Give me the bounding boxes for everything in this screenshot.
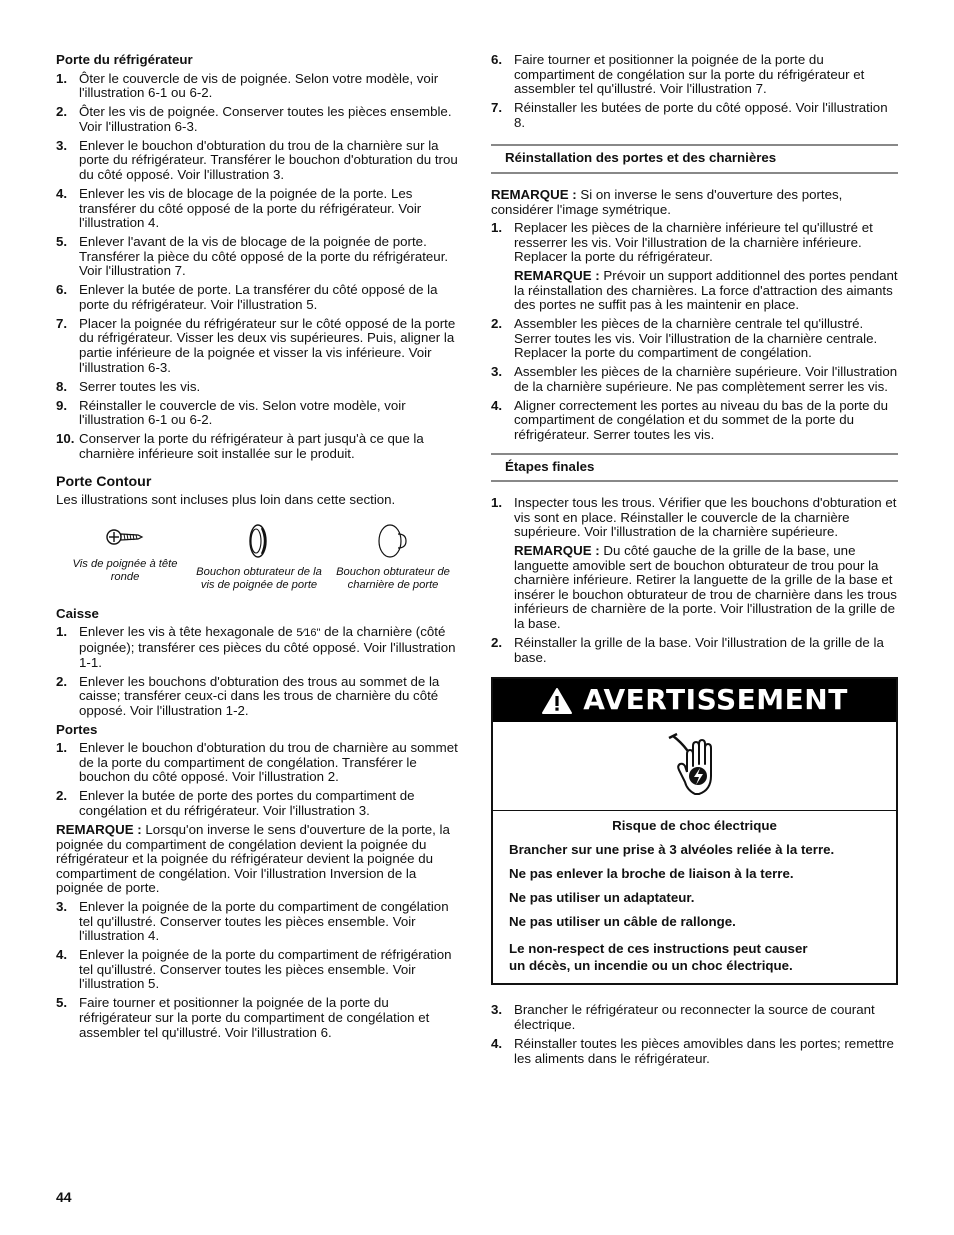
- illustration-handle-screw-plug: [192, 522, 326, 593]
- step-number: 3.: [56, 137, 68, 153]
- warning-line-1: Brancher sur une prise à 3 alvéoles reliée à la terre.: [509, 841, 835, 857]
- fraction: 5⁄16": [296, 627, 321, 640]
- reinstallation-step-1: [491, 221, 898, 313]
- final-steps: [491, 1003, 898, 1066]
- step-note: [514, 544, 898, 632]
- porte-refrigerateur-step-2: [56, 105, 462, 134]
- section-heading-reinstallation: Réinstallation des portes et des charnières: [491, 144, 898, 174]
- caisse-steps: [56, 625, 462, 718]
- step-number: 2.: [56, 673, 68, 689]
- porte-refrigerateur-step-9: [56, 399, 462, 428]
- porte-refrigerateur-step-4: [56, 187, 462, 231]
- warning-body: [493, 811, 896, 983]
- step-number: 4.: [56, 947, 68, 963]
- illustration-round-head-screw: [58, 522, 192, 593]
- porte-refrigerateur-step-10: [56, 432, 462, 461]
- electric-shock-hand-icon: [665, 732, 725, 802]
- warning-box: [491, 677, 898, 985]
- step-text: Assembler les pièces de la charnière centrale tel qu'illustré. Serrer toutes les vis. Voir l'illustration de la charnière centrale. Replacer la porte du compartiment de congélation.: [514, 316, 878, 361]
- note-label: REMARQUE :: [514, 543, 600, 558]
- step-number: 1.: [56, 624, 68, 640]
- step-note: [514, 269, 898, 313]
- remarque-text: Lorsqu'on inverse le sens d'ouverture de la porte, la poignée du compartiment de congélation devient la poignée du réfrigérateur et la poignée du réfrigérateur devient la poignée du compartiment de congélation. Voir l'illustration Inversion de la poignée de porte.: [56, 822, 450, 896]
- step-number: 6.: [491, 52, 503, 67]
- step-number: 9.: [56, 397, 68, 413]
- porte-refrigerateur-steps: [56, 72, 462, 462]
- step-number: 1.: [491, 220, 503, 236]
- caption-round-head-screw: Vis de poignée à tête ronde: [72, 557, 178, 584]
- warning-consequence-2: un décès, un incendie ou un choc électrique.: [509, 957, 793, 973]
- step-text: Placer la poignée du réfrigérateur sur le côté opposé de la porte du réfrigérateur. Visser les deux vis supérieures. Puis, aligner la partie inférieure de la poignée et visser la vis inférieure. Voir l'illustration 6-3.: [79, 315, 456, 375]
- warning-title: AVERTISSEMENT: [583, 683, 848, 717]
- etapes-finales-steps: [491, 496, 898, 665]
- remarque-label: REMARQUE :: [491, 186, 577, 202]
- step-number: 7.: [491, 100, 503, 116]
- step-text: Réinstaller toutes les pièces amovibles dans les portes; remettre les aliments dans le réfrigérateur.: [514, 1036, 894, 1066]
- porte-refrigerateur-step-3: [56, 139, 462, 183]
- step-text: Réinstaller la grille de la base. Voir l'illustration de la grille de la base.: [514, 634, 884, 665]
- porte-refrigerateur-step-8: [56, 380, 462, 395]
- step-number: 3.: [491, 364, 503, 380]
- step-text: Ôter les vis de poignée. Conserver toutes les pièces ensemble. Voir l'illustration 6-3.: [79, 104, 452, 134]
- step-number: 2.: [491, 316, 503, 332]
- step-number: 5.: [56, 995, 68, 1011]
- note-text: Du côté gauche de la grille de la base, une languette amovible sert de bouchon obturateur de trou pour la charnière inférieure. Retirer la languette de la grille de la base et insérer le bouchon obturateur de trou de charnière dans les trous inférieurs de charnière de la porte. Voir l'illustration de la grille de la base.: [514, 543, 897, 631]
- final-step-1: [491, 1003, 898, 1032]
- reinstallation-remarque: [491, 188, 898, 217]
- step-text: Assembler les pièces de la charnière supérieure. Voir l'illustration de la charnière supérieure. Ne pas complètement serrer les vis.: [514, 364, 898, 394]
- continued-step-1: [491, 53, 898, 97]
- step-text: Brancher le réfrigérateur ou reconnecter la source de courant électrique.: [514, 1002, 875, 1033]
- step-text: Enlever la poignée de la porte du compartiment de réfrigération tel qu'illustré. Conserver toutes les pièces ensemble. Voir l'illustration 5.: [79, 947, 452, 992]
- step-text: Faire tourner et positionner la poignée de la porte du réfrigérateur sur la porte du compartiment de congélation et assembler tel qu'illustré. Voir l'illustration 6.: [79, 995, 430, 1040]
- step-number: 10.: [56, 431, 75, 447]
- section-heading-portes: Portes: [56, 721, 98, 737]
- hinge-plug-icon: [376, 522, 410, 560]
- step-number: 2.: [491, 634, 503, 650]
- porte-refrigerateur-step-6: [56, 283, 462, 312]
- warning-triangle-icon: [541, 687, 573, 715]
- page-number: 44: [56, 1189, 72, 1205]
- porte-refrigerateur-step-5: [56, 235, 462, 279]
- step-text: Aligner correctement les portes au niveau du bas de la porte du compartiment de congélation et du sommet de la porte du réfrigérateur. Serrer toutes les vis.: [514, 397, 889, 443]
- continued-steps: [491, 53, 898, 130]
- etapes-finales-step-2: [491, 636, 898, 665]
- step-number: 4.: [491, 397, 503, 413]
- step-number: 2.: [56, 104, 68, 120]
- step-text: Enlever la poignée de la porte du compartiment de congélation tel qu'illustré. Conserver toutes les pièces ensemble. Voir l'illustration 4.: [79, 898, 449, 944]
- step-text: Serrer toutes les vis.: [79, 378, 201, 394]
- porte-contour-intro: Les illustrations sont incluses plus loin dans cette section.: [56, 491, 396, 507]
- reinstallation-step-2: [491, 317, 898, 361]
- portes-steps-a: [56, 741, 462, 818]
- warning-line-3: Ne pas utiliser un adaptateur.: [509, 889, 695, 905]
- reinstallation-step-3: [491, 365, 898, 394]
- warning-heading: Risque de choc électrique: [612, 818, 777, 834]
- portes-step-1: [56, 741, 462, 785]
- warning-consequence-1: Le non-respect de ces instructions peut causer: [509, 941, 808, 957]
- reinstallation-steps: [491, 221, 898, 442]
- step-text: Enlever la butée de porte des portes du compartiment de congélation et du réfrigérateur. Voir l'illustration 3.: [79, 788, 415, 819]
- step-text-before: Enlever les vis à tête hexagonale de: [79, 624, 297, 640]
- illustration-hinge-plug: [326, 522, 460, 593]
- left-column: [56, 53, 462, 1045]
- remarque-text: Si on inverse le sens d'ouverture des portes, considérer l'image symétrique.: [491, 186, 843, 217]
- step-number: 3.: [491, 1002, 503, 1018]
- step-number: 3.: [56, 898, 68, 914]
- step-text: Replacer les pièces de la charnière inférieure tel qu'illustré et resserrer les vis. Voir l'illustration de la charnière inférieure. Replacer la porte du réfrigérateur.: [514, 220, 873, 265]
- step-text: Enlever les bouchons d'obturation des trous au sommet de la caisse; transférer ceux-ci dans les trous de charnière du côté opposé. Voir l'illustration 1-2.: [79, 673, 440, 718]
- step-number: 5.: [56, 234, 68, 250]
- step-number: 4.: [56, 185, 68, 201]
- warning-line-2: Ne pas enlever la broche de liaison à la terre.: [509, 865, 794, 881]
- section-heading-porte-refrigerateur: Porte du réfrigérateur: [56, 52, 193, 67]
- handle-screw-plug-icon: [244, 522, 274, 560]
- step-number: 7.: [56, 315, 68, 331]
- section-heading-porte-contour: Porte Contour: [56, 474, 152, 491]
- hardware-illustrations: [56, 522, 462, 593]
- step-text-after: de la charnière (côté poignée); transférer ces pièces du côté opposé. Voir l'illustration 1-1.: [79, 624, 456, 670]
- step-number: 1.: [56, 740, 68, 756]
- section-heading-etapes-finales: Étapes finales: [491, 453, 898, 483]
- step-number: 1.: [491, 495, 503, 511]
- step-text: Conserver la porte du réfrigérateur à part jusqu'à ce que la charnière inférieure soit installée sur le produit.: [79, 431, 424, 461]
- step-number: 8.: [56, 378, 68, 394]
- round-head-screw-icon: [105, 522, 145, 552]
- portes-b-step-3: [56, 996, 462, 1040]
- reinstallation-step-4: [491, 399, 898, 443]
- portes-steps-b: [56, 900, 462, 1040]
- portes-step-2: [56, 789, 462, 818]
- warning-line-4: Ne pas utiliser un câble de rallonge.: [509, 913, 736, 929]
- porte-refrigerateur-step-7: [56, 317, 462, 375]
- step-number: 4.: [491, 1036, 503, 1052]
- warning-icon-area: [493, 722, 896, 811]
- step-text: Enlever les vis de blocage de la poignée de la porte. Les transférer du côté opposé de la porte du réfrigérateur. Voir l'illustration 4.: [79, 185, 422, 231]
- note-text: Prévoir un support additionnel des portes pendant la réinstallation des charnières. La force d'attraction des aimants des portes ne suffit pas à les maintenir en place.: [514, 267, 898, 313]
- step-text: Inspecter tous les trous. Vérifier que les bouchons d'obturation et vis sont en place. Réinstaller le couvercle de la charnière supérieure. Voir l'illustration de la charnière supérieure.: [514, 495, 897, 540]
- step-text: Enlever le bouchon d'obturation du trou de charnière au sommet de la porte du compartiment de congélation. Transférer le bouchon du côté opposé. Voir l'illustration 2.: [79, 740, 458, 785]
- caisse-step-2: [56, 675, 462, 719]
- note-label: REMARQUE :: [514, 267, 600, 283]
- caption-handle-screw-plug: Bouchon obturateur de la vis de poignée de porte: [196, 565, 322, 592]
- step-number: 1.: [56, 70, 68, 86]
- step-number: 6.: [56, 282, 68, 298]
- step-text: Réinstaller les butées de porte du côté opposé. Voir l'illustration 8.: [514, 100, 888, 130]
- step-text: Enlever l'avant de la vis de blocage de la poignée de porte. Transférer la pièce du côté opposé de la porte du réfrigérateur. Voir l'illustration 7.: [79, 234, 449, 279]
- caption-hinge-plug: Bouchon obturateur de charnière de porte: [336, 565, 450, 592]
- caisse-step-1: [56, 625, 462, 670]
- remarque-label: REMARQUE :: [56, 822, 142, 838]
- step-text: Enlever le bouchon d'obturation du trou de la charnière sur la porte du réfrigérateur. Transférer le bouchon d'obturation du trou du côté opposé. Voir l'illustration 3.: [79, 137, 458, 182]
- etapes-finales-step-1: [491, 496, 898, 631]
- step-text: Faire tourner et positionner la poignée de la porte du compartiment de congélation sur la porte du réfrigérateur et assembler tel qu'illustré. Voir l'illustration 7.: [514, 52, 865, 97]
- continued-step-2: [491, 101, 898, 130]
- right-column: [491, 53, 898, 1071]
- final-step-2: [491, 1037, 898, 1066]
- portes-b-step-2: [56, 948, 462, 992]
- step-text: Réinstaller le couvercle de vis. Selon votre modèle, voir l'illustration 6-1 ou 6-2.: [79, 397, 406, 428]
- portes-remarque: [56, 823, 462, 896]
- warning-banner: [493, 679, 896, 722]
- porte-refrigerateur-step-1: [56, 72, 462, 101]
- section-heading-caisse: Caisse: [56, 605, 99, 621]
- step-number: 2.: [56, 788, 68, 804]
- portes-b-step-1: [56, 900, 462, 944]
- step-text: Ôter le couvercle de vis de poignée. Selon votre modèle, voir l'illustration 6-1 ou 6-2.: [79, 70, 439, 101]
- step-text: Enlever la butée de porte. La transférer du côté opposé de la porte du réfrigérateur. Voir l'illustration 5.: [79, 282, 438, 312]
